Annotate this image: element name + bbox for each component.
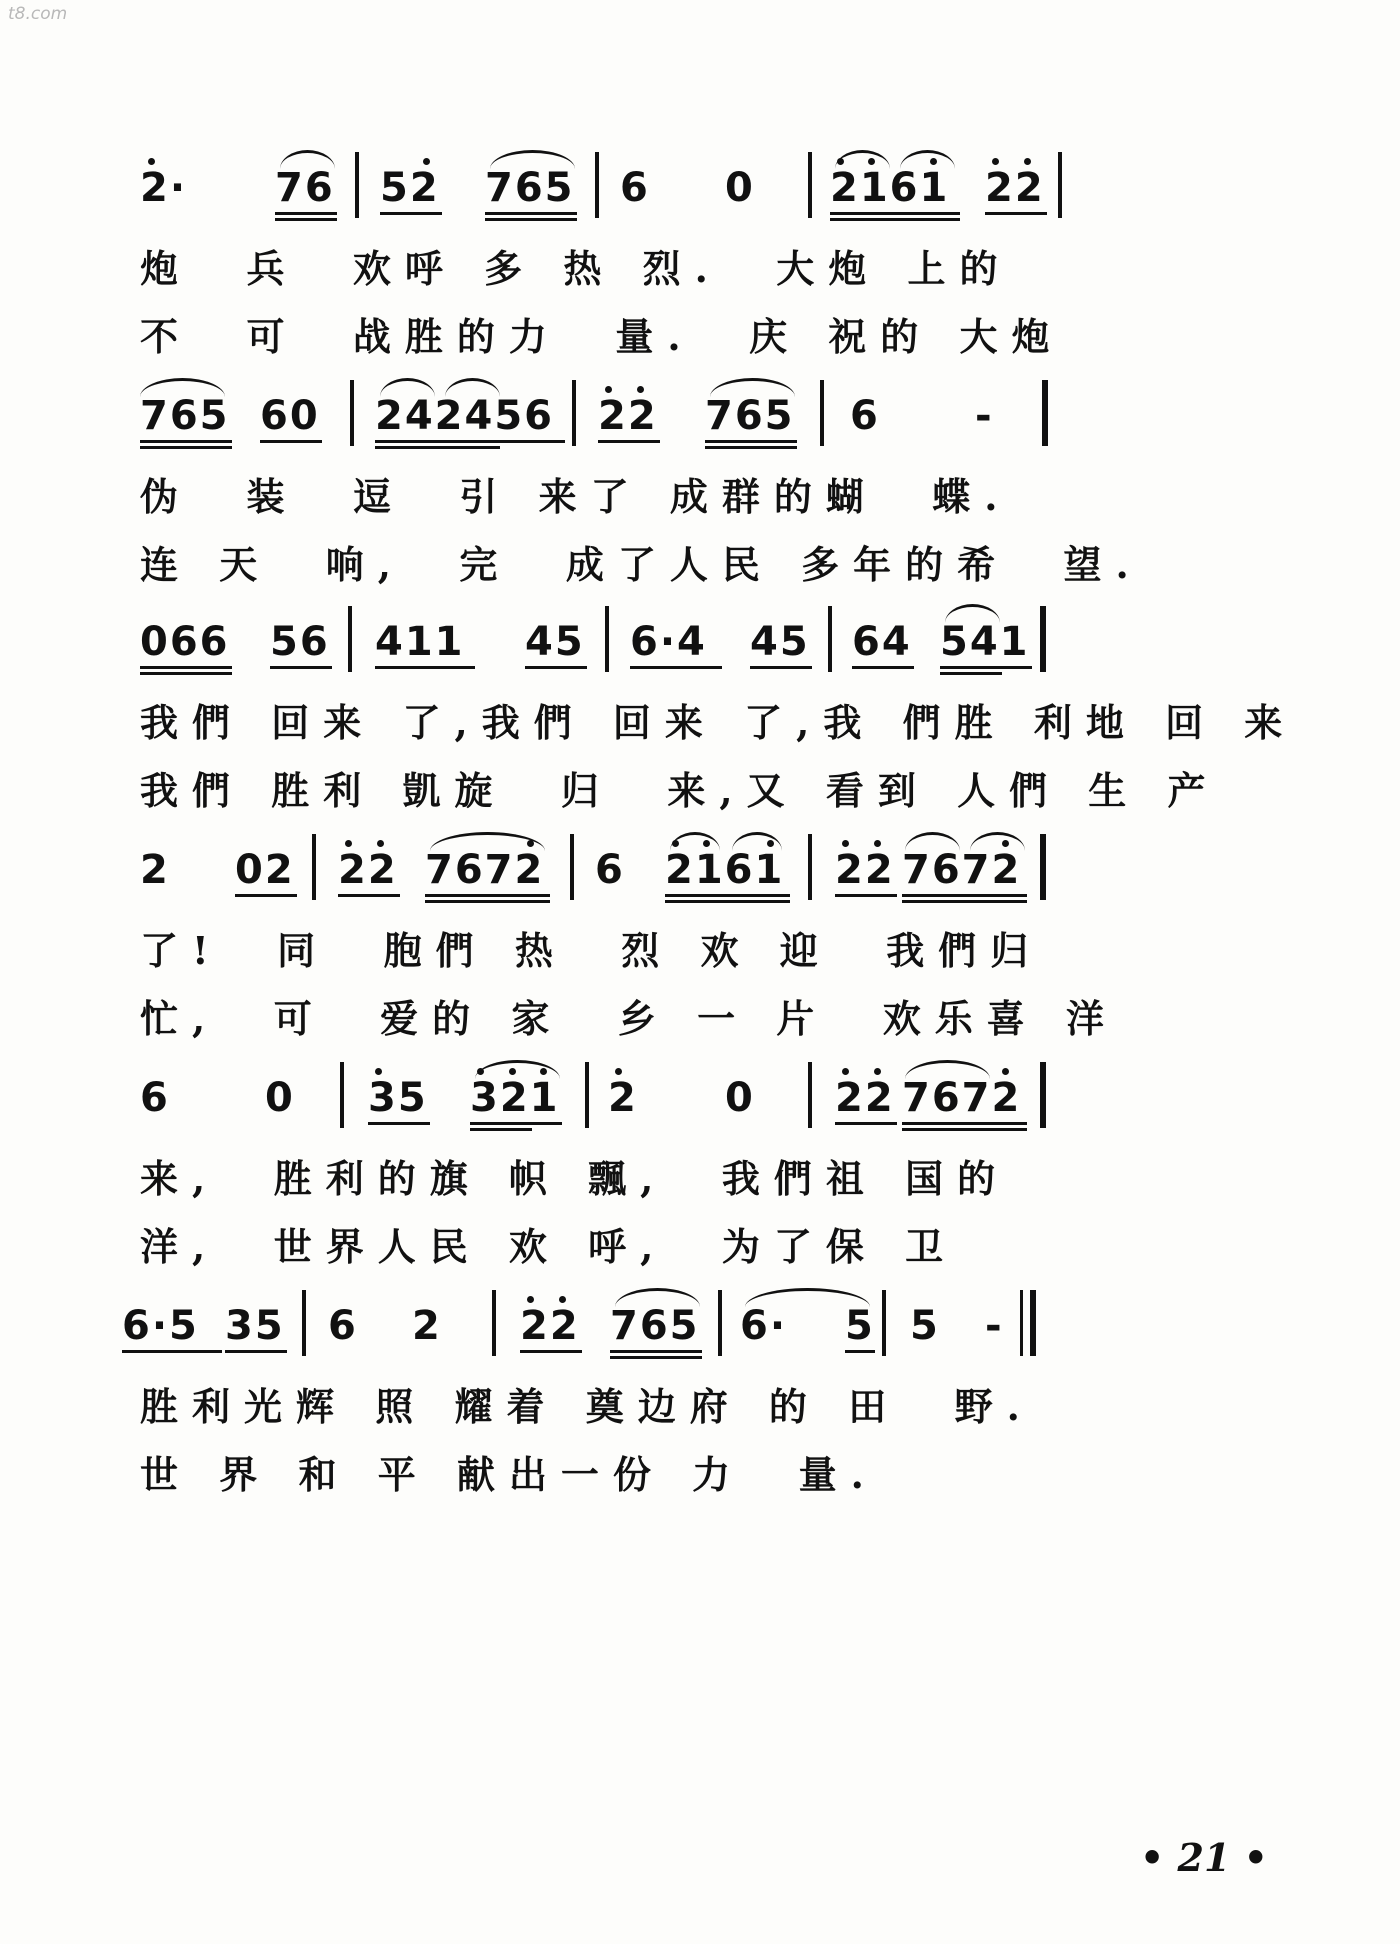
underline xyxy=(610,1356,702,1359)
high-octave-dot xyxy=(1002,840,1009,847)
note-group: 22 xyxy=(520,1303,580,1349)
note-group: 6 xyxy=(850,393,880,439)
lyric-line-1: 胜利光辉 照 耀着 奠边府 的 田 野. xyxy=(140,1384,1034,1429)
note-group: 5 xyxy=(910,1303,940,1349)
score-system-3 xyxy=(140,604,1300,820)
underline xyxy=(630,666,722,669)
barline xyxy=(572,380,576,446)
underline xyxy=(470,1128,532,1131)
underline xyxy=(275,218,337,221)
lyric-line-1: 来, 胜利的旗 帜 飄, 我們祖 国的 xyxy=(140,1156,1010,1201)
note-group: 7672 xyxy=(902,847,1022,893)
note-group: 76 xyxy=(275,165,335,211)
note-group: 242456 xyxy=(375,393,554,439)
barline xyxy=(718,1290,722,1356)
high-octave-dot xyxy=(1024,158,1031,165)
lyric-line-2: 我們 胜利 凱旋 归 来,又 看到 人們 生 产 xyxy=(140,768,1220,813)
underline xyxy=(830,218,960,221)
underline xyxy=(830,212,960,215)
notation-row xyxy=(140,832,1300,912)
note-group: 22 xyxy=(835,847,895,893)
note-group: 64 xyxy=(852,619,912,665)
note-group: 765 xyxy=(140,393,230,439)
slur xyxy=(140,378,225,397)
barline xyxy=(1040,606,1046,672)
underline xyxy=(985,212,1047,215)
note-group: 6 xyxy=(620,165,650,211)
underline xyxy=(425,900,550,903)
note-group: 22 xyxy=(338,847,398,893)
lyric-line-2: 忙, 可 爱的 家 乡 一 片 欢乐喜 洋 xyxy=(140,996,1118,1041)
barline xyxy=(595,152,599,218)
barline xyxy=(605,606,609,672)
notation-row xyxy=(122,1288,1300,1368)
high-octave-dot xyxy=(509,1068,516,1075)
barline xyxy=(585,1062,589,1128)
barline xyxy=(1040,834,1046,900)
underline xyxy=(852,666,914,669)
high-octave-dot xyxy=(559,1296,566,1303)
underline xyxy=(425,894,550,897)
underline xyxy=(525,666,587,669)
barline xyxy=(828,606,832,672)
underline xyxy=(835,1122,897,1125)
note-group: 6 xyxy=(328,1303,358,1349)
note-group: 7672 xyxy=(902,1075,1022,1121)
lyric-line-2: 连 天 响, 完 成了人民 多年的希 望. xyxy=(140,542,1143,587)
underline xyxy=(140,672,232,675)
underline xyxy=(750,666,812,669)
high-octave-dot xyxy=(615,1068,622,1075)
underline xyxy=(122,1350,222,1353)
underline xyxy=(235,894,297,897)
note-group: 52 xyxy=(380,165,440,211)
lyric-line-2: 不 可 战胜的力 量. 庆 祝的 大炮 xyxy=(140,314,1064,359)
barline xyxy=(492,1290,496,1356)
underline xyxy=(375,440,565,443)
note-group: 0 xyxy=(725,165,755,211)
lyric-line-1: 我們 回来 了,我們 回来 了,我 們胜 利地 回 来 xyxy=(140,700,1297,745)
barline xyxy=(808,834,812,900)
note-group: 411 xyxy=(375,619,465,665)
high-octave-dot xyxy=(377,840,384,847)
note-group: 22 xyxy=(835,1075,895,1121)
note-group: 765 xyxy=(610,1303,700,1349)
note-group: 541 xyxy=(940,619,1030,665)
high-octave-dot xyxy=(527,840,534,847)
note-group: 6 xyxy=(595,847,625,893)
note-group: 45 xyxy=(525,619,585,665)
underline xyxy=(705,446,797,449)
underline xyxy=(835,894,897,897)
barline xyxy=(340,1062,344,1128)
underline xyxy=(225,1350,287,1353)
underline xyxy=(610,1350,702,1353)
score-system-4 xyxy=(140,832,1300,1048)
underline xyxy=(902,1122,1027,1125)
note-group: 35 xyxy=(368,1075,428,1121)
slur xyxy=(970,832,1025,851)
barline xyxy=(1020,1290,1023,1356)
high-octave-dot xyxy=(868,158,875,165)
high-octave-dot xyxy=(703,840,710,847)
note-group: 6 xyxy=(140,1075,170,1121)
note-group: 5 xyxy=(845,1303,875,1349)
note-group: 45 xyxy=(750,619,810,665)
slur xyxy=(732,832,782,851)
slur xyxy=(945,604,1000,623)
notation-row xyxy=(140,604,1300,684)
score-system-6 xyxy=(122,1288,1300,1504)
underline xyxy=(845,1350,875,1353)
underline xyxy=(940,666,1032,669)
underline xyxy=(520,1350,582,1353)
underline xyxy=(140,666,232,669)
underline xyxy=(665,900,790,903)
note-group: 7672 xyxy=(425,847,545,893)
underline xyxy=(270,666,332,669)
lyric-line-1: 伪 装 逗 引 来了 成群的蝴 蝶. xyxy=(140,474,1012,519)
underline xyxy=(940,672,1002,675)
note-group: 22 xyxy=(985,165,1045,211)
high-octave-dot xyxy=(842,1068,849,1075)
underline xyxy=(902,1128,1027,1131)
barline xyxy=(312,834,316,900)
slur xyxy=(615,1288,700,1307)
note-group: - xyxy=(985,1303,1004,1349)
barline xyxy=(350,380,354,446)
high-octave-dot xyxy=(1002,1068,1009,1075)
high-octave-dot xyxy=(423,158,430,165)
underline xyxy=(140,446,232,449)
note-group: 765 xyxy=(485,165,575,211)
barline xyxy=(302,1290,306,1356)
underline xyxy=(705,440,797,443)
slur xyxy=(380,378,435,397)
barline xyxy=(820,380,824,446)
high-octave-dot xyxy=(345,840,352,847)
slur xyxy=(905,832,960,851)
underline xyxy=(275,212,337,215)
lyric-line-1: 炮 兵 欢呼 多 热 烈. 大炮 上的 xyxy=(140,246,1012,291)
underline xyxy=(380,212,442,215)
underline xyxy=(485,212,577,215)
high-octave-dot xyxy=(148,158,155,165)
barline xyxy=(355,152,359,218)
underline xyxy=(338,894,400,897)
high-octave-dot xyxy=(672,840,679,847)
note-group: 02 xyxy=(235,847,295,893)
slur xyxy=(900,150,955,169)
high-octave-dot xyxy=(930,158,937,165)
barline xyxy=(808,1062,812,1128)
note-group: 321 xyxy=(470,1075,560,1121)
note-group: 22 xyxy=(598,393,658,439)
slur xyxy=(445,378,500,397)
note-group: 2· xyxy=(140,165,188,211)
final-barline xyxy=(1030,1290,1036,1356)
underline xyxy=(485,218,577,221)
slur xyxy=(745,1288,870,1307)
slur xyxy=(490,150,575,169)
note-group: 2161 xyxy=(830,165,950,211)
note-group: 6·5 xyxy=(122,1303,199,1349)
note-group: 6· xyxy=(740,1303,788,1349)
underline xyxy=(665,894,790,897)
slur xyxy=(475,1060,560,1079)
lyric-line-1: 了! 同 胞們 热 烈 欢 迎 我們归 xyxy=(140,928,1043,973)
barline xyxy=(808,152,812,218)
underline xyxy=(375,446,500,449)
watermark: t8.com xyxy=(8,4,68,24)
lyric-line-2: 洋, 世界人民 欢 呼, 为了保 卫 xyxy=(140,1224,958,1269)
score-system-2 xyxy=(140,378,1300,594)
high-octave-dot xyxy=(605,386,612,393)
note-group: - xyxy=(975,393,994,439)
underline xyxy=(902,894,1027,897)
slur xyxy=(905,1060,990,1079)
note-group: 2 xyxy=(412,1303,442,1349)
note-group: 2 xyxy=(140,847,170,893)
note-group: 2 xyxy=(608,1075,638,1121)
high-octave-dot xyxy=(477,1068,484,1075)
barline xyxy=(882,1290,886,1356)
note-group: 56 xyxy=(270,619,330,665)
barline xyxy=(1040,1062,1046,1128)
notation-row xyxy=(140,1060,1300,1140)
note-group: 6·4 xyxy=(630,619,707,665)
underline xyxy=(140,440,232,443)
note-group: 0 xyxy=(725,1075,755,1121)
high-octave-dot xyxy=(837,158,844,165)
underline xyxy=(598,440,660,443)
note-group: 2161 xyxy=(665,847,785,893)
barline xyxy=(348,606,352,672)
underline xyxy=(902,900,1027,903)
score-system-5 xyxy=(140,1060,1300,1276)
barline xyxy=(1058,152,1062,218)
underline xyxy=(260,440,322,443)
barline xyxy=(570,834,574,900)
note-group: 765 xyxy=(705,393,795,439)
score-system-1 xyxy=(140,150,1300,366)
high-octave-dot xyxy=(842,840,849,847)
barline xyxy=(1042,380,1048,446)
lyric-line-2: 世 界 和 平 献出一份 力 量. xyxy=(140,1452,878,1497)
high-octave-dot xyxy=(874,1068,881,1075)
high-octave-dot xyxy=(527,1296,534,1303)
slur xyxy=(280,150,335,169)
high-octave-dot xyxy=(540,1068,547,1075)
high-octave-dot xyxy=(375,1068,382,1075)
underline xyxy=(470,1122,562,1125)
slur xyxy=(710,378,795,397)
underline xyxy=(375,666,475,669)
high-octave-dot xyxy=(767,840,774,847)
note-group: 0 xyxy=(265,1075,295,1121)
high-octave-dot xyxy=(637,386,644,393)
notation-row xyxy=(140,378,1300,458)
page-number: • 21 • xyxy=(1140,1835,1268,1880)
high-octave-dot xyxy=(992,158,999,165)
high-octave-dot xyxy=(874,840,881,847)
notation-row xyxy=(140,150,1300,230)
note-group: 35 xyxy=(225,1303,285,1349)
note-group: 60 xyxy=(260,393,320,439)
underline xyxy=(368,1122,430,1125)
note-group: 066 xyxy=(140,619,230,665)
